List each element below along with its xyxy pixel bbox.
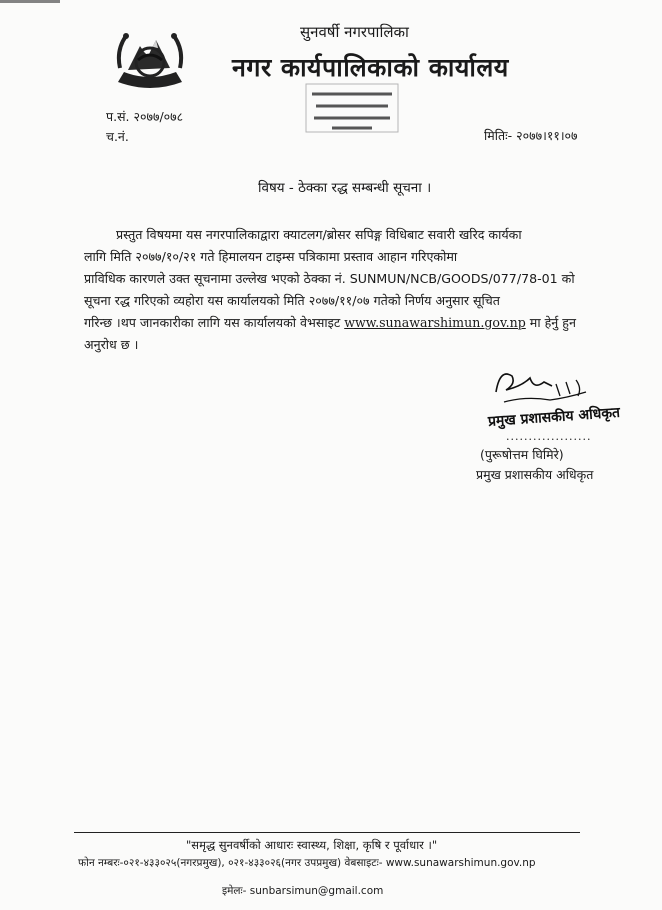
footer-motto: "समृद्ध सुनवर्षीको आधारः स्वास्थ्य, शिक्षा, कृषि र पूर्वाधार ।" xyxy=(186,838,438,852)
body-line-5 xyxy=(84,314,576,331)
signer-title: प्रमुख प्रशासकीय अधिकृत xyxy=(476,467,594,482)
signature-dotted-line: ................... xyxy=(506,430,592,443)
body-line-5-text: गरिन्छ ।थप जानकारीका लागि यस कार्यालयको वेभसाइट xyxy=(84,315,345,330)
office-stamp-icon xyxy=(302,82,402,134)
scan-smudge xyxy=(0,0,662,10)
body-line-4: सूचना रद्ध गरिएको व्यहोरा यस कार्यालयको मिति २०७७/११/०७ गतेको निर्णय अनुसार सूचित xyxy=(84,293,500,308)
website-link[interactable]: www.sunawarshimun.gov.np xyxy=(344,315,526,330)
handwritten-signature xyxy=(486,362,596,410)
letter-date: मितिः- २०७७।११।०७ xyxy=(484,128,578,143)
office-name: नगर कार्यपालिकाको कार्यालय xyxy=(232,53,509,82)
nepal-emblem-icon xyxy=(110,20,190,100)
signer-name: (पुरूषोत्तम घिमिरे) xyxy=(480,447,564,462)
subject-line: विषय - ठेक्का रद्ध सम्बन्धी सूचना । xyxy=(258,180,432,196)
footer-email: इमेलः- sunbarsimun@gmail.com xyxy=(222,885,384,897)
body-line-2: लागि मिति २०७७/१०/२१ गते हिमालयन टाइम्स पत्रिकामा प्रस्ताव आहान गरिएकोमा xyxy=(84,249,458,264)
designation-stamp: प्रमुख प्रशासकीय अधिकृत xyxy=(487,404,621,430)
footer-contact: फोन नम्बरः-०२१-४३३०२५(नगरप्रमुख), ०२१-४३३०२६(नगर उपप्रमुख) वेबसाइटः- www.sunawarshimun.gov.np xyxy=(78,857,536,869)
body-line-6: अनुरोध छ । xyxy=(84,337,139,352)
body-line-1: प्रस्तुत विषयमा यस नगरपालिकाद्वारा क्याटलग/ब्रोसर सपिङ्ग विधिबाट सवारी खरिद कार्यका xyxy=(116,227,522,242)
dispatch-number: च.नं. xyxy=(106,129,129,144)
footer-divider xyxy=(74,832,580,833)
body-line-5-end: मा हेर्नु हुन xyxy=(525,315,576,330)
organization-name: सुनवर्षी नगरपालिका xyxy=(300,23,409,41)
body-line-3: प्राविधिक कारणले उक्त सूचनामा उल्लेख भएको ठेक्का नं. SUNMUN/NCB/GOODS/077/78-01 को xyxy=(84,271,575,286)
reference-number: प.सं. २०७७/०७८ xyxy=(106,109,184,124)
